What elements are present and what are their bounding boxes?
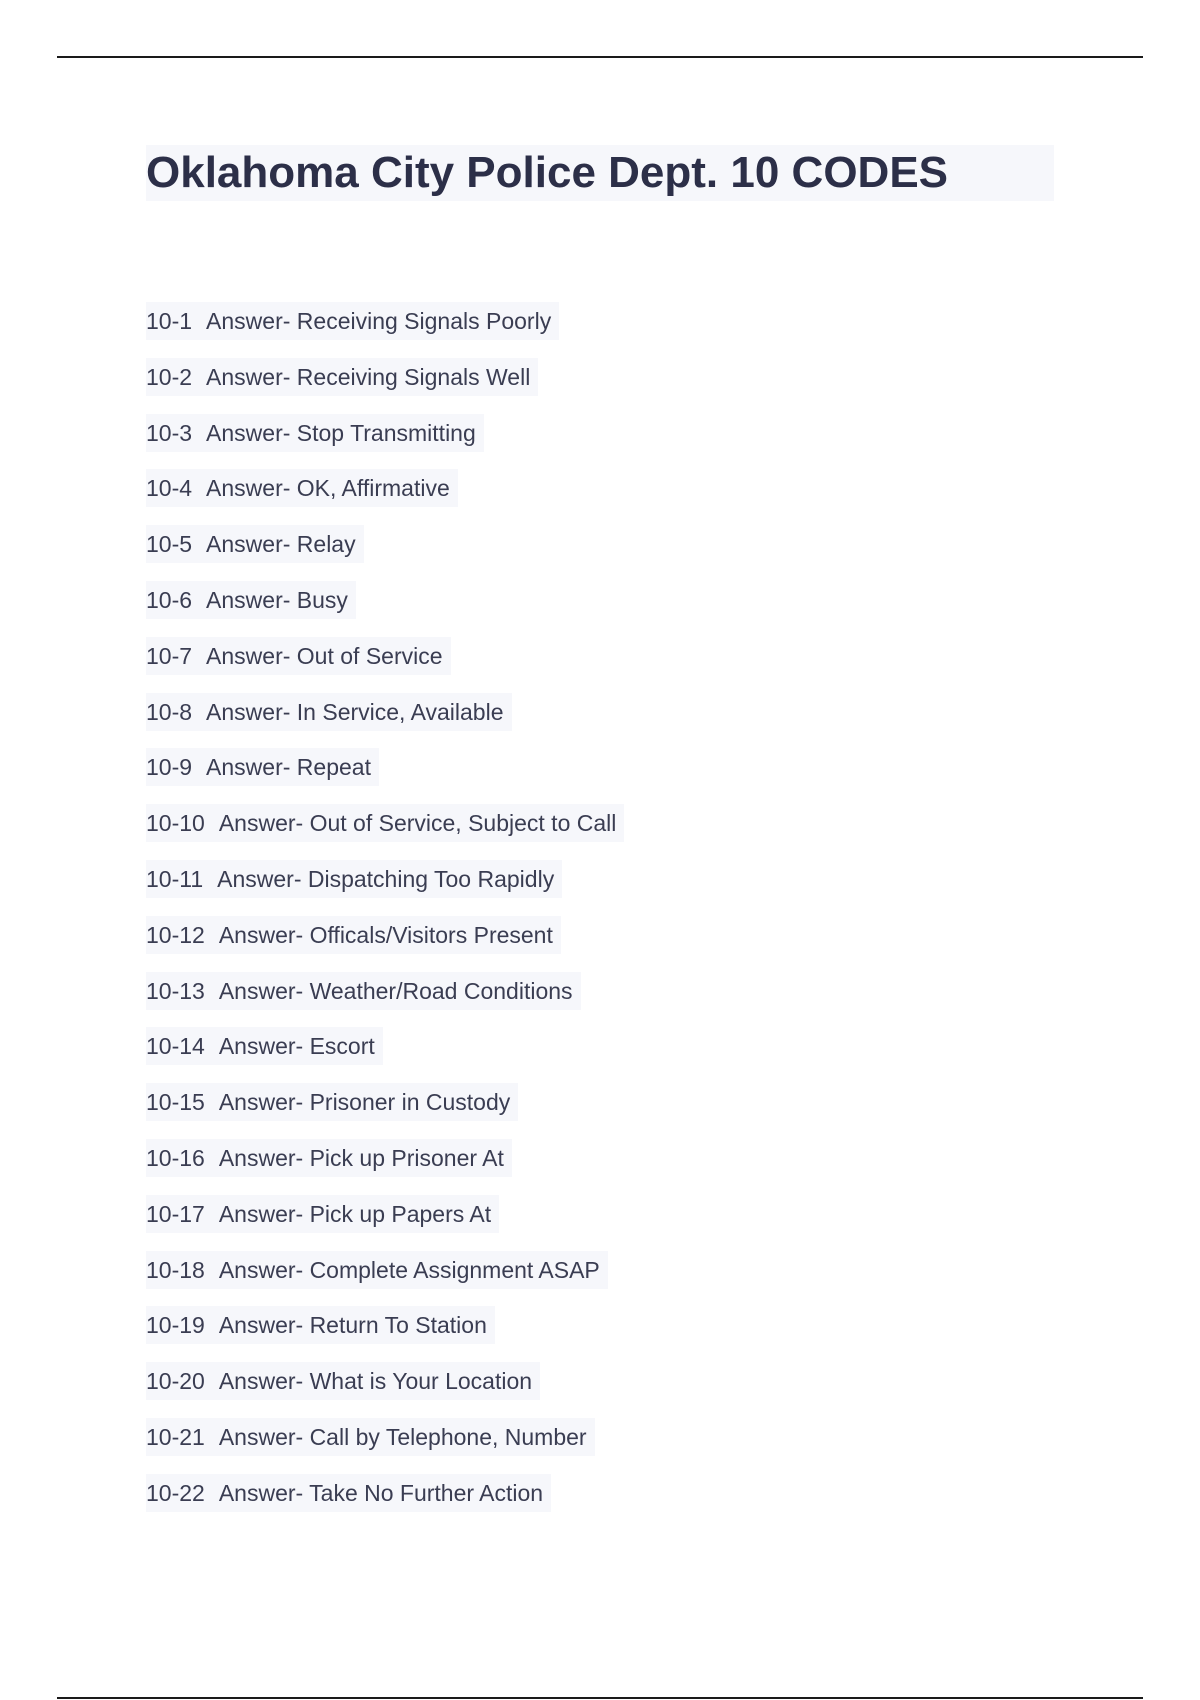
code-number: 10-5	[146, 531, 193, 558]
code-answer: Answer- Take No Further Action	[218, 1479, 544, 1506]
code-entry	[146, 1139, 624, 1195]
code-entry	[146, 916, 624, 972]
code-number: 10-8	[146, 698, 193, 725]
code-number: 10-13	[146, 977, 205, 1004]
code-entry	[146, 748, 624, 804]
code-answer: Answer- Out of Service, Subject to Call	[218, 810, 617, 837]
code-answer: Answer- Busy	[206, 586, 348, 613]
code-entry	[146, 525, 624, 581]
code-answer: Answer- Weather/Road Conditions	[218, 977, 573, 1004]
code-number: 10-9	[146, 754, 193, 781]
code-number: 10-6	[146, 586, 193, 613]
code-number: 10-22	[146, 1479, 205, 1506]
code-answer: Answer- Out of Service	[206, 642, 443, 669]
code-number: 10-12	[146, 921, 205, 948]
code-answer: Answer- Receiving Signals Well	[206, 363, 531, 390]
code-number: 10-20	[146, 1368, 205, 1395]
code-entry	[146, 1362, 624, 1418]
code-entry	[146, 804, 624, 860]
code-entry	[146, 1474, 624, 1530]
code-entry	[146, 302, 624, 358]
code-entry	[146, 1027, 624, 1083]
code-answer: Answer- Pick up Prisoner At	[218, 1144, 504, 1171]
code-entry	[146, 1306, 624, 1362]
code-answer: Answer- Escort	[218, 1033, 375, 1060]
document-title: Oklahoma City Police Dept. 10 CODES	[146, 148, 949, 197]
code-number: 10-15	[146, 1089, 205, 1116]
code-answer: Answer- Repeat	[206, 754, 371, 781]
code-answer: Answer- Prisoner in Custody	[218, 1089, 511, 1116]
code-answer: Answer- Dispatching Too Rapidly	[217, 865, 555, 892]
code-number: 10-21	[146, 1423, 205, 1450]
code-answer: Answer- OK, Affirmative	[206, 475, 450, 502]
code-entry	[146, 693, 624, 749]
code-entry	[146, 972, 624, 1028]
code-answer: Answer- Officals/Visitors Present	[218, 921, 553, 948]
code-number: 10-3	[146, 419, 193, 446]
code-number: 10-2	[146, 363, 193, 390]
code-answer: Answer- In Service, Available	[206, 698, 504, 725]
code-number: 10-10	[146, 810, 205, 837]
code-entry	[146, 637, 624, 693]
code-entry	[146, 1251, 624, 1307]
code-number: 10-17	[146, 1200, 205, 1227]
code-entry	[146, 1418, 624, 1474]
top-divider	[57, 56, 1143, 58]
code-answer: Answer- Receiving Signals Poorly	[206, 308, 552, 334]
code-number: 10-1	[146, 308, 193, 334]
code-answer: Answer- Call by Telephone, Number	[218, 1423, 587, 1450]
code-number: 10-7	[146, 642, 193, 669]
code-entry	[146, 860, 624, 916]
title-block	[146, 145, 1054, 201]
code-answer: Answer- What is Your Location	[218, 1368, 533, 1395]
code-entry	[146, 1083, 624, 1139]
code-number: 10-16	[146, 1144, 205, 1171]
code-entry	[146, 358, 624, 414]
code-entry	[146, 1195, 624, 1251]
code-number: 10-11	[146, 865, 204, 892]
code-answer: Answer- Pick up Papers At	[218, 1200, 492, 1227]
code-answer: Answer- Stop Transmitting	[206, 419, 476, 446]
code-number: 10-18	[146, 1256, 205, 1283]
ten-codes-list	[146, 302, 624, 1530]
code-answer: Answer- Complete Assignment ASAP	[218, 1256, 600, 1283]
code-number: 10-4	[146, 475, 193, 502]
code-entry	[146, 581, 624, 637]
code-answer: Answer- Return To Station	[218, 1312, 487, 1339]
code-entry	[146, 469, 624, 525]
code-number: 10-14	[146, 1033, 205, 1060]
code-answer: Answer- Relay	[206, 531, 356, 558]
code-number: 10-19	[146, 1312, 205, 1339]
code-entry	[146, 414, 624, 470]
bottom-divider	[57, 1697, 1143, 1699]
